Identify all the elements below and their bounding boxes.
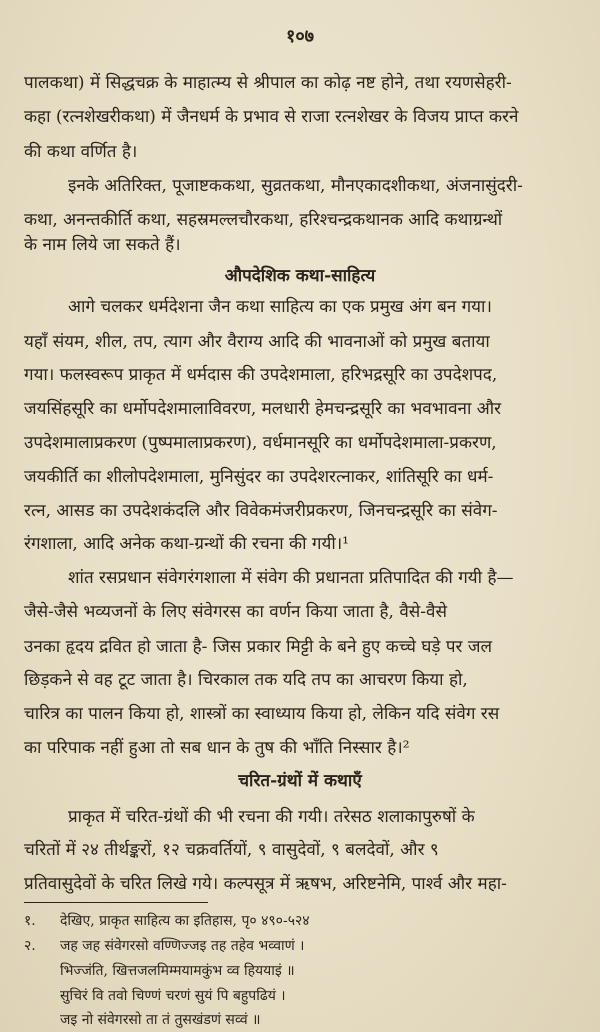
para5-line-1: प्राकृत में चरित-ग्रंथों की भी रचना की गयी। तरेसठ शलाकापुरुषों के: [68, 807, 475, 827]
footnote-2: [24, 937, 580, 955]
footnote-1-number: १.: [24, 913, 36, 929]
para3-line-1: आगे चलकर धर्मदेशना जैन कथा साहित्य का एक प्रमुख अंग बन गया।: [68, 297, 492, 317]
verse-line-4: जइ नो संवेगरसो ता तं तुसखंडणं सव्वं ॥: [60, 1012, 261, 1028]
para3-line-7: रत्न, आसड का उपदेशकंदलि और विवेकमंजरीप्रकरण, जिनचन्द्रसूरि का संवेग-: [24, 501, 498, 521]
para4-line-6: का परिपाक नहीं हुआ तो सब धान के तुष की भाँति निस्सार है।²: [24, 738, 410, 758]
footnote-2-number: २.: [24, 938, 36, 954]
para2-line-1: इनके अतिरिक्त, पूजाष्टककथा, सुव्रतकथा, मौनएकादशीकथा, अंजनासुंदरी-: [68, 176, 523, 196]
para1-line-1: पालकथा) में सिद्धचक्र के माहात्म्य से श्रीपाल का कोढ़ नष्ट होने, तथा रयणसेहरी-: [24, 73, 512, 93]
verse-line-3: सुचिरं वि तवो चिण्णं चरणं सुयं पि बहुपढियं ।: [60, 988, 286, 1004]
para4-line-5: चारित्र का पालन किया हो, शास्त्रों का स्वाध्याय किया हो, लेकिन यदि संवेग रस: [24, 704, 500, 724]
verse-line-2: भिज्जंति, खित्तजलमिम्मयामकुंभ व्व हिययाइं ॥: [60, 963, 295, 979]
para3-line-3: गया। फलस्वरूप प्राकृत में धर्मदास की उपदेशमाला, हरिभद्रसूरि का उपदेशपद,: [24, 365, 498, 385]
para3-line-5: उपदेशमालाप्रकरण (पुष्पमालाप्रकरण), वर्धमानसूरि का धर्मोपदेशमाला-प्रकरण,: [24, 433, 497, 453]
para5-line-3: प्रतिवासुदेवों के चरित लिखे गये। कल्पसूत्र में ऋषभ, अरिष्टनेमि, पार्श्व और महा-: [24, 874, 507, 894]
footnote-2-text: जह जह संवेगरसो वण्णिज्जइ तह तहेव भव्वाणं ।: [60, 938, 305, 954]
para4-line-4: छिड़कने से वह टूट जाता है। चिरकाल तक यदि तप का आचरण किया हो,: [24, 670, 468, 690]
para2-line-3: के नाम लिये जा सकते हैं।: [24, 235, 181, 255]
para5-line-2: चरितों में २४ तीर्थङ्करों, १२ चक्रवर्तियों, ९ वासुदेवों, ९ बलदेवों, और ९: [24, 840, 439, 860]
para3-line-8: रंगशाला, आदि अनेक कथा-ग्रन्थों की रचना की गयी।¹: [24, 534, 349, 554]
para4-line-2: जैसे-जैसे भव्यजनों के लिए संवेगरस का वर्णन किया जाता है, वैसे-वैसे: [24, 602, 447, 622]
page-number: १०७: [285, 26, 315, 47]
para2-line-2: कथा, अनन्तकीर्ति कथा, सहस्रमल्लचौरकथा, हरिश्चन्द्रकथानक आदि कथाग्रन्थों: [24, 210, 503, 230]
footnote-1: [24, 912, 580, 930]
para4-line-3: उनका हृदय द्रवित हो जाता है- जिस प्रकार मिट्टी के बने हुए कच्चे घड़े पर जल: [24, 637, 493, 657]
para3-line-4: जयसिंहसूरि का धर्मोपदेशमालाविवरण, मलधारी हेमचन्द्रसूरि का भवभावना और: [24, 399, 502, 419]
footnote-1-text: देखिए, प्राकृत साहित्य का इतिहास, पृ० ४९०-५२४: [60, 913, 310, 929]
para3-line-2: यहाँ संयम, शील, तप, त्याग और वैराग्य आदि की भावनाओं को प्रमुख बताया: [24, 332, 490, 352]
footnote-rule: [24, 902, 208, 903]
para4-line-1: शांत रसप्रधान संवेगरंगशाला में संवेग की प्रधानता प्रतिपादित की गयी है—: [68, 568, 514, 588]
section-heading-aupadeshik: औपदेशिक कथा-साहित्य: [224, 266, 376, 286]
para1-line-3: की कथा वर्णित है।: [24, 142, 138, 162]
section-heading-charit-granth: चरित-ग्रंथों में कथाएँ: [238, 771, 362, 791]
para3-line-6: जयकीर्ति का शीलोपदेशमाला, मुनिसुंदर का उपदेशरत्नाकर, शांतिसूरि का धर्म-: [24, 467, 494, 487]
para1-line-2: कहा (रत्नशेखरीकथा) में जैनधर्म के प्रभाव से राजा रत्नशेखर के विजय प्राप्त करने: [24, 107, 519, 127]
